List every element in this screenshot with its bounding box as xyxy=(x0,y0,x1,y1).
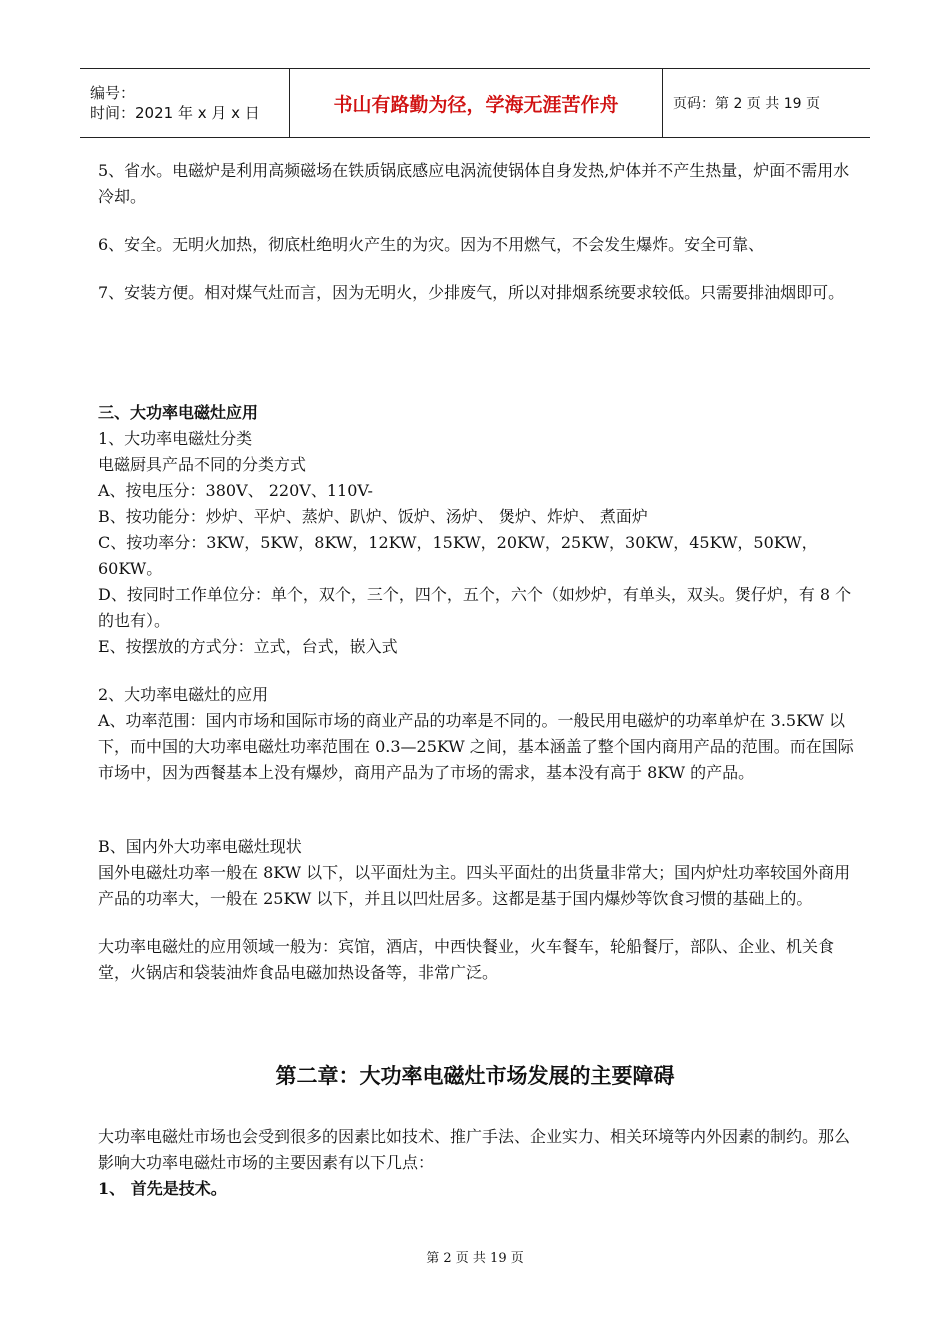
subsection-1-title: 1、大功率电磁灶分类 xyxy=(98,429,253,448)
chapter-2-point-1: 1、 首先是技术。 xyxy=(98,1179,227,1198)
chapter-2-intro: 大功率电磁灶市场也会受到很多的因素比如技术、推广手法、企业实力、相关环境等内外因素的制约。那么影响大功率电磁灶市场的主要因素有以下几点： xyxy=(98,1127,851,1172)
header-time-label: 时间：2021 年 x 月 x 日 xyxy=(90,104,260,122)
header-table xyxy=(80,68,870,138)
chapter-2-body xyxy=(98,1124,858,1202)
status-title: B、国内外大功率电磁灶现状 xyxy=(98,837,302,856)
header-meta-cell xyxy=(80,69,290,137)
status-paragraph: 国外电磁灶功率一般在 8KW 以下，以平面灶为主。四头平面灶的出货量非常大；国内炉灶功率较国外商用产品的功率大，一般在 25KW 以下，并且以凹灶居多。这都是基于国内爆炒等饮食习惯的基础上的。 xyxy=(98,863,851,908)
chapter-2-title: 第二章：大功率电磁灶市场发展的主要障碍 xyxy=(275,1064,675,1088)
header-page-info: 页码：第 2 页 共 19 页 xyxy=(673,96,820,112)
header-motto-cell xyxy=(290,69,663,137)
section-3-heading: 三、大功率电磁灶应用 xyxy=(98,403,259,422)
classification-item-b: B、按功能分：炒炉、平炉、蒸炉、趴炉、饭炉、汤炉、 煲炉、炸炉、 煮面炉 xyxy=(98,507,648,526)
intro-paragraphs xyxy=(98,158,858,306)
paragraph-safety: 6、安全。无明火加热，彻底杜绝明火产生的为灾。因为不用燃气，不会发生爆炸。安全可靠、 xyxy=(98,235,765,254)
page-footer: 第 2 页 共 19 页 xyxy=(426,1251,524,1266)
subsection-1-intro: 电磁厨具产品不同的分类方式 xyxy=(98,455,307,474)
header-number-label: 编号： xyxy=(90,84,136,102)
paragraph-installation: 7、安装方便。相对煤气灶而言，因为无明火，少排废气，所以对排烟系统要求较低。只需要排油烟即可。 xyxy=(98,283,845,302)
header-motto: 书山有路勤为径，学海无涯苦作舟 xyxy=(333,93,619,116)
classification-item-e: E、按摆放的方式分：立式，台式，嵌入式 xyxy=(98,637,398,656)
classification-item-a: A、按电压分：380V、 220V、110V- xyxy=(98,481,373,500)
classification-item-d: D、按同时工作单位分：单个，双个，三个，四个，五个，六个（如炒炉，有单头，双头。煲仔炉，有 8 个的也有）。 xyxy=(98,585,852,630)
power-range-paragraph: A、功率范围：国内市场和国际市场的商业产品的功率是不同的。一般民用电磁炉的功率单炉在 3.5KW 以下，而中国的大功率电磁灶功率范围在 0.3—25KW 之间，基本涵盖了整个国内商用产品的范围。而在国际市场中，因为西餐基本上没有爆炒，商用产品为了市场的需求，基本没有高于 8KW 的产品。 xyxy=(98,711,854,782)
application-fields-paragraph: 大功率电磁灶的应用领域一般为：宾馆，酒店，中西快餐业，火车餐车，轮船餐厅，部队、企业、机关食堂，火锅店和袋装油炸食品电磁加热设备等，非常广泛。 xyxy=(98,937,835,982)
section-3 xyxy=(98,400,858,986)
header-page-cell xyxy=(663,69,870,137)
paragraph-save-water: 5、省水。电磁炉是利用高频磁场在铁质锅底感应电涡流使锅体自身发热,炉体并不产生热量，炉面不需用水冷却。 xyxy=(98,161,850,206)
classification-item-c: C、按功率分：3KW，5KW，8KW，12KW，15KW，20KW，25KW，30KW，45KW，50KW，60KW。 xyxy=(98,533,818,578)
subsection-2-title: 2、大功率电磁灶的应用 xyxy=(98,685,269,704)
